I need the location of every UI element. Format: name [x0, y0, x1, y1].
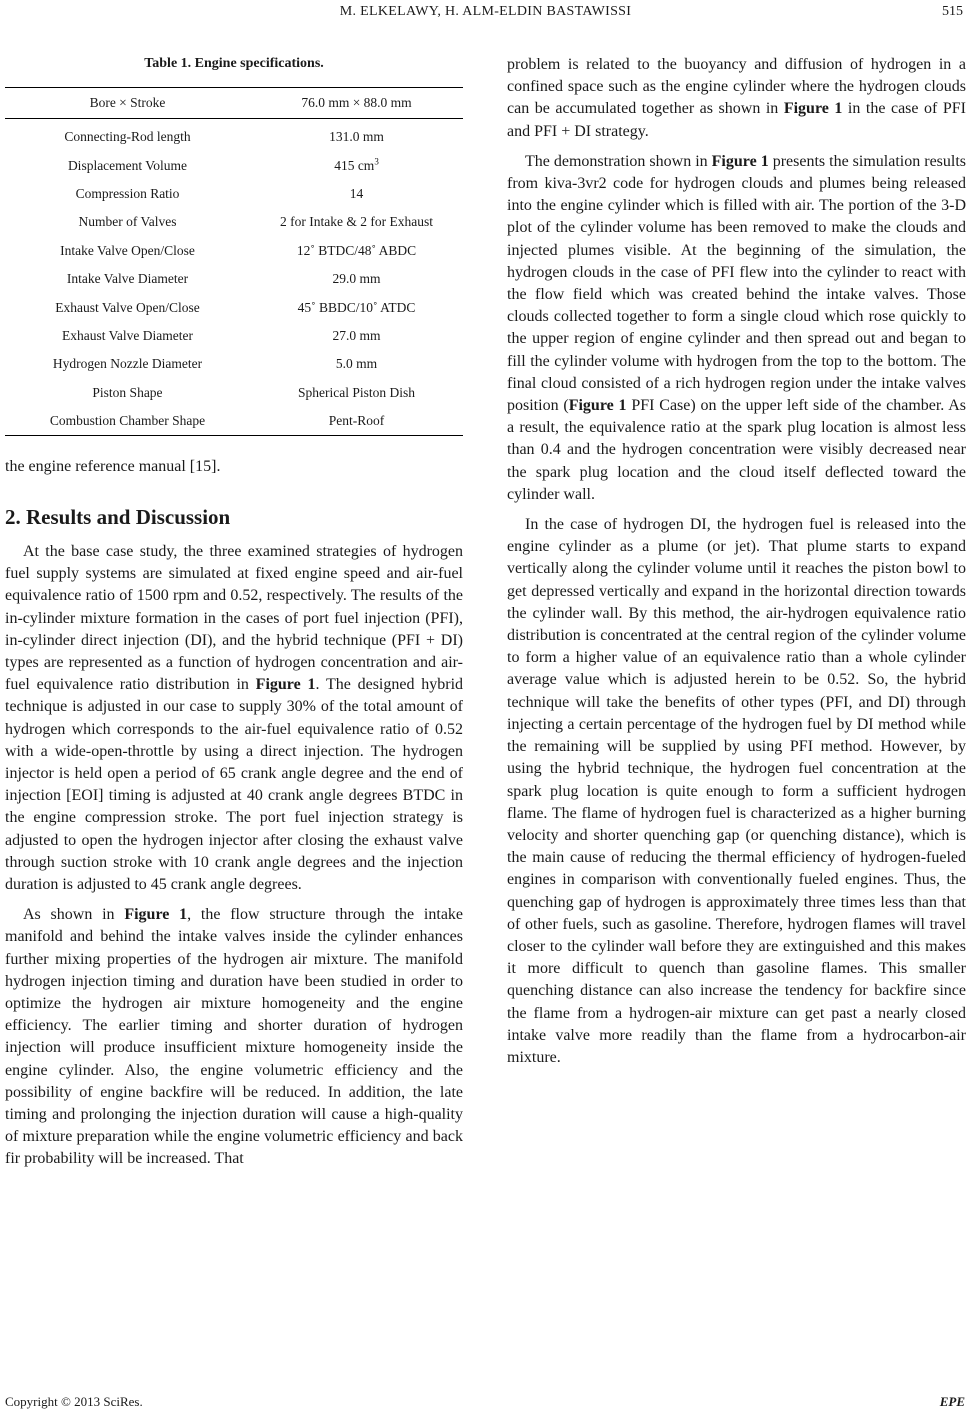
table-row — [5, 180, 463, 208]
table-row — [5, 119, 463, 152]
table-row — [5, 350, 463, 378]
table-cell-value: 27.0 mm — [332, 327, 381, 343]
table-row — [5, 151, 463, 179]
page-number: 515 — [942, 4, 963, 19]
table-header-row — [5, 88, 463, 119]
table-cell-parameter: Bore × Stroke — [5, 88, 250, 119]
table-cell-value: Pent-Roof — [250, 407, 463, 436]
table-cell-value: Spherical Piston Dish — [298, 384, 415, 400]
text-run: PFI Case) on the upper left side of the chamber. As a result, the equivalence ratio at the spark plug location is almost less than 0.4 and the hydrogen concentration were visibly decreased near the spark plug location and the cloud itself deflected toward the cylinder wall. — [507, 397, 967, 503]
table-row — [5, 322, 463, 350]
text-run: . The designed hybrid technique is adjusted in our case to supply 30% of the total amount of hydrogen which corresponds to the air-fuel equivalence ratio of 0.52 with a wide-open-throttle by using a direct injection. The hydrogen injector is held open a period of 65 crank angle degree and the end of injection [EOI] timing is adjusted at 40 crank angle degrees BTDC in the engine compression stroke. The port fuel injection strategy is adjusted to open the hydrogen injector after closing the exhaust valve through suction stroke with 10 crank angle degrees and the injection duration is adjusted to 45 crank angle degrees. — [5, 676, 464, 894]
left-column-body — [5, 541, 463, 1171]
table-cell-parameter: Number of Valves — [78, 214, 177, 230]
table-cell-parameter: Exhaust Valve Open/Close — [55, 299, 200, 315]
copyright-notice: Copyright © 2013 SciRes. — [5, 1394, 143, 1409]
figure-reference: Figure 1 — [124, 906, 188, 924]
text-run: problem is related to the buoyancy and diffusion of hydrogen in a confined space such as the engine cylinder where the hydrogen clouds can be accumulated together as shown in — [507, 56, 966, 118]
table-cell-value: 2 for Intake & 2 for Exhaust — [280, 214, 433, 230]
table-row — [5, 379, 463, 407]
table-cell-value: 12˚ BTDC/48˚ ABDC — [296, 242, 417, 258]
table-row — [5, 237, 463, 265]
engine-spec-table — [5, 87, 463, 436]
figure-reference: Figure 1 — [711, 152, 769, 170]
figure-reference: Figure 1 — [568, 397, 627, 415]
table-cell-parameter: Intake Valve Open/Close — [60, 242, 195, 258]
table-cell-parameter: Combustion Chamber Shape — [5, 407, 250, 436]
table-row — [5, 293, 463, 321]
paragraph-base-case — [5, 541, 463, 896]
running-header — [0, 2, 971, 24]
table-cell-value: 131.0 mm — [329, 129, 384, 145]
table-cell-parameter: Displacement Volume — [67, 157, 188, 173]
table-cell-parameter: Exhaust Valve Diameter — [62, 327, 193, 343]
table-caption: Table 1. Engine specifications. — [144, 56, 324, 71]
table-cell-parameter: Intake Valve Diameter — [66, 271, 189, 287]
table-row — [5, 407, 463, 436]
table-cell-parameter: Piston Shape — [92, 384, 163, 400]
figure-reference: Figure 1 — [255, 676, 316, 694]
right-column-body — [507, 54, 966, 1069]
paragraph-flow-structure — [5, 904, 463, 1170]
paragraph-hydrogen-di: In the case of hydrogen DI, the hydrogen fuel is released into the engine cylinder as a plume (or jet). That plume starts to expand vertically along the cylinder volume until it reaches the piston bowl to get depressed vertically and expand in the horizontal direction towards the cylinder wall. By this method, the air-hydrogen equivalence ratio distribution is concentrated at the central region of the cylinder volume to form a higher value of an equivalence ratio than a whole cylinder average value which is adjusted herein to be 0.52. So, the hybrid technique will take the benefits of other types (PFI, and DI) through injecting a certain percentage of the hydrogen fuel by DI method while the remaining will be supplied by using PFI method. However, by using the hybrid technique, the hydrogen fuel concentration at the spark plug location is quite enough to form a sufficient hydrogen flame. The flame of hydrogen fuel is characterized as a higher burning velocity and shorter quenching gap (or quenching distance), which is the main cause of reducing the thermal efficiency of hydrogen-fueled engines in comparison with conventionally fueled engines. Thus, the quenching gap of hydrogen is approximately three times less than that of other fuels, such as gasoline. Therefore, hydrogen flames will travel closer to the cylinder wall before they are extinguished and this makes it more difficult to quench than gasoline flames. This smaller quenching distance can also increase the tendency for backfire since the flame from a hydrogen-air mixture can get past a nearly closed intake valve more readily than the flame from a hydrocarbon-air mixture. — [507, 516, 966, 1066]
table-cell-parameter: Hydrogen Nozzle Diameter — [52, 356, 203, 372]
table-cell-value: 29.0 mm — [332, 271, 381, 287]
section-heading: 2. Results and Discussion — [5, 505, 231, 529]
unit-superscript: 3 — [374, 156, 379, 167]
paragraph-buoyancy — [507, 54, 966, 143]
figure-reference: Figure 1 — [783, 100, 843, 118]
table-cell-parameter: Compression Ratio — [75, 185, 180, 201]
paragraph-demonstration — [507, 151, 966, 506]
text-run: As shown in — [23, 906, 125, 924]
journal-abbreviation: EPE — [939, 1394, 965, 1409]
text-run: , the flow structure through the intake manifold and behind the intake valves inside the cylinder enhances further mixing properties of the hydrogen air mixture. The manifold hydrogen injection timing and duration have been studied in order to optimize the hydrogen air mixture homogeneity and the engine efficiency. The earlier timing and shorter duration of hydrogen injection will produce insufficient mixture homogeneity inside the engine cylinder. Also, the engine volumetric efficiency and the possibility of engine backfire will be reduced. In addition, the late timing and prolonging the injection duration will cause a high-quality of mixture preparation while the engine volumetric efficiency and back fir probability will be increased. That — [5, 906, 464, 1168]
table-cell-value: 415 $cm^3$ — [334, 156, 379, 173]
running-header-authors: M. ELKELAWY, H. ALM-ELDIN BASTAWISSI — [339, 4, 632, 19]
table-row — [5, 265, 463, 293]
table-cell-value: 45˚ BBDC/10˚ ATDC — [297, 299, 416, 315]
table-cell-parameter: Connecting-Rod length — [64, 129, 191, 145]
table-cell-value: 5.0 mm — [335, 356, 378, 372]
paragraph-intro-continuation: the engine reference manual [15]. — [5, 458, 221, 475]
text-run: The demonstration shown in — [525, 152, 712, 170]
table-cell-value: 76.0 mm × 88.0 mm — [250, 88, 463, 119]
text-run: At the base case study, the three examined strategies of hydrogen fuel supply systems are simulated at fixed engine speed and air-fuel equivalence ratio of 1500 rpm and 0.52, respectively. The results of the in-cylinder mixture formation in the cases of port fuel injection (PFI), in-cylinder direct injection (DI), and the hybrid technique (PFI + DI) types are represented as a function of hydrogen concentration and air-fuel equivalence ratio distribution in — [5, 543, 463, 694]
text-run: presents the simulation results from kiva-3vr2 code for hydrogen clouds and plumes being released into the engine cylinder which is filled with air. The portion of the 3-D plot of the cylinder volume has been removed to make the clouds and injected plumes visible. At the beginning of the simulation, the hydrogen clouds in the case of PFI flew into the cylinder to react with the flow field which was created behind the intake valves. Those clouds collected together to form a single cloud which rose quickly to the upper region of engine cylinder and then spread out and began to fill the cylinder volume with hydrogen from the top to the bottom. The final cloud consisted of a rich hydrogen region under the intake valves position ( — [507, 152, 967, 415]
page-footer — [5, 1394, 965, 1410]
text-run: in the case of PFI and PFI + DI strategy. — [507, 100, 967, 140]
table-row — [5, 208, 463, 236]
table-cell-value: 14 — [349, 185, 364, 201]
